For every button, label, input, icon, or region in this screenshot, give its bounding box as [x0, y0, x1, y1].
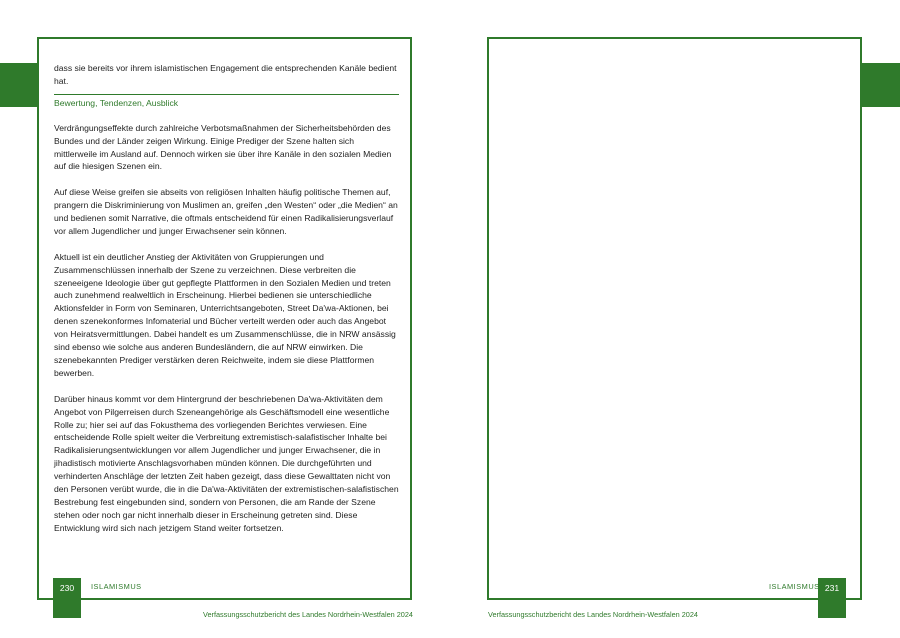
section-heading: Bewertung, Tendenzen, Ausblick: [54, 94, 399, 110]
body-paragraph: Aktuell ist ein deutlicher Anstieg der Aktivitäten von Gruppierungen und Zusammenschlüssen innerhalb der Szene zu verzeichnen. Diese verbreiten die szeneeigene Ideologie über gut gepflegte Plattformen in den Sozialen Medien und treten auch zunehmend realweltlich in Erscheinung. Hierbei bedienen sie unterschiedliche Aktionsfelder in Form von Seminaren, Unterrichtsangeboten, Street Da'wa-Aktionen, bei denen szenekonformes Infomaterial und Bücher verteilt werden oder auch das Angebot von Heiratsvermittlungen. Dabei handelt es um Zusammenschlüsse, die in NRW ansässig sind ebenso wie solche aus anderen Bundesländern, die auf NRW einwirken. Die szenebekannten Prediger verstärken deren Reichweite, indem sie diese Plattformen bewerben.: [54, 251, 396, 378]
footer-left: Verfassungsschutzbericht des Landes Nordrhein-Westfalen 2024: [203, 610, 413, 619]
running-head-right: ISLAMISMUS: [769, 582, 820, 591]
chapter-tab-left: [0, 63, 38, 107]
page-number-left: 230: [53, 578, 81, 618]
right-page-frame: [487, 37, 862, 600]
page-number-right: 231: [818, 578, 846, 618]
running-head-left: ISLAMISMUS: [91, 582, 142, 591]
left-page-body: [54, 62, 399, 548]
body-paragraph: dass sie bereits vor ihrem islamistischen Engagement die entsprechenden Kanäle bedient hat.: [54, 63, 397, 86]
body-paragraph: Darüber hinaus kommt vor dem Hintergrund der beschriebenen Da'wa-Aktivitäten dem Angebot von Pilgerreisen durch Szeneangehörige als Geschäftsmodell eine wesentliche Rolle zu; hier sei auf das Fokusthema des vorliegenden Berichtes verwiesen. Eine entscheidende Rolle spielt weiter die Verbreitung extremistisch-salafistischer Inhalte bei Radikalisierungsentwicklungen vor allem Jugendlicher und junger Erwachsener, die in jihadistisch motivierte Anschlagsvorhaben münden können. Die durchgeführten und verhinderten Anschläge der letzten Zeit haben gezeigt, dass diese Gewalttaten nicht von den Personen verübt wurde, die in die Da'wa-Aktivitäten der extremistischen-salafistischen Bestrebung fest eingebunden sind, sondern von Personen, die am Rande der Szene stehen oder noch gar nicht innerhalb dieser in Erscheinung getreten sind. Diese Entwicklung wird sich nach jetzigem Stand weiter fortsetzen.: [54, 393, 399, 533]
chapter-tab-right: [861, 63, 900, 107]
footer-right: Verfassungsschutzbericht des Landes Nordrhein-Westfalen 2024: [488, 610, 698, 619]
body-paragraph: Auf diese Weise greifen sie abseits von religiösen Inhalten häufig politische Themen auf, prangern die Diskriminierung von Muslimen an, greifen „den Westen“ oder „die Medien“ an und bedienen somit Narrative, die oftmals entscheidend für einen Radikalisierungsverlauf vor allem Jugendlicher und junger Erwachsener sein können.: [54, 187, 398, 236]
body-paragraph: Verdrängungseffekte durch zahlreiche Verbotsmaßnahmen der Sicherheitsbehörden des Bundes und der Länder zeigen Wirkung. Einige Prediger der Szene halten sich mittlerweile im Ausland auf. Dennoch wirken sie über ihre Kanäle in den sozialen Medien auf die hiesigen Szenen ein.: [54, 122, 392, 172]
